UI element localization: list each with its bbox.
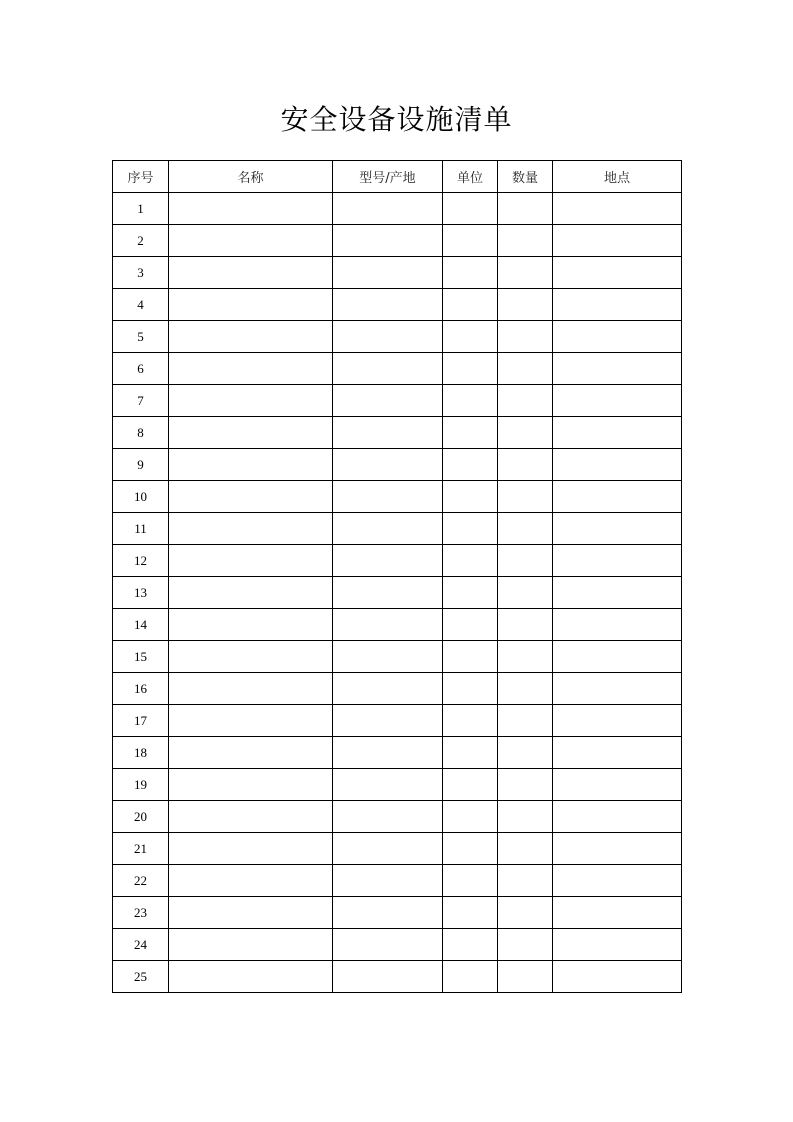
cell-name bbox=[169, 385, 333, 417]
cell-unit bbox=[443, 289, 498, 321]
cell-unit bbox=[443, 193, 498, 225]
row-index: 16 bbox=[113, 673, 169, 705]
cell-location bbox=[553, 545, 682, 577]
cell-name bbox=[169, 929, 333, 961]
row-index: 23 bbox=[113, 897, 169, 929]
cell-quantity bbox=[498, 641, 553, 673]
row-index: 3 bbox=[113, 257, 169, 289]
cell-unit bbox=[443, 801, 498, 833]
table-row bbox=[113, 481, 682, 513]
document-title: 安全设备设施清单 bbox=[280, 103, 513, 136]
cell-model-origin bbox=[333, 641, 443, 673]
cell-location bbox=[553, 609, 682, 641]
cell-name bbox=[169, 545, 333, 577]
row-index: 4 bbox=[113, 289, 169, 321]
row-index: 24 bbox=[113, 929, 169, 961]
cell-model-origin bbox=[333, 609, 443, 641]
cell-model-origin bbox=[333, 961, 443, 993]
cell-location bbox=[553, 193, 682, 225]
cell-name bbox=[169, 353, 333, 385]
cell-location bbox=[553, 385, 682, 417]
cell-model-origin bbox=[333, 865, 443, 897]
row-index: 17 bbox=[113, 705, 169, 737]
cell-unit bbox=[443, 321, 498, 353]
cell-location bbox=[553, 833, 682, 865]
cell-model-origin bbox=[333, 769, 443, 801]
cell-quantity bbox=[498, 545, 553, 577]
cell-quantity bbox=[498, 449, 553, 481]
cell-location bbox=[553, 321, 682, 353]
cell-name bbox=[169, 225, 333, 257]
row-index: 22 bbox=[113, 865, 169, 897]
header-index: 序号 bbox=[113, 161, 169, 193]
cell-model-origin bbox=[333, 225, 443, 257]
cell-name bbox=[169, 417, 333, 449]
cell-quantity bbox=[498, 865, 553, 897]
cell-model-origin bbox=[333, 417, 443, 449]
cell-name bbox=[169, 769, 333, 801]
header-model-origin: 型号/产地 bbox=[333, 161, 443, 193]
cell-model-origin bbox=[333, 513, 443, 545]
cell-model-origin bbox=[333, 801, 443, 833]
cell-location bbox=[553, 865, 682, 897]
cell-unit bbox=[443, 257, 498, 289]
cell-name bbox=[169, 481, 333, 513]
cell-name bbox=[169, 289, 333, 321]
header-unit: 单位 bbox=[443, 161, 498, 193]
cell-quantity bbox=[498, 417, 553, 449]
cell-quantity bbox=[498, 833, 553, 865]
cell-name bbox=[169, 833, 333, 865]
cell-model-origin bbox=[333, 705, 443, 737]
cell-quantity bbox=[498, 769, 553, 801]
table-header-row bbox=[113, 161, 682, 193]
cell-location bbox=[553, 289, 682, 321]
cell-model-origin bbox=[333, 481, 443, 513]
cell-model-origin bbox=[333, 737, 443, 769]
row-index: 15 bbox=[113, 641, 169, 673]
cell-quantity bbox=[498, 801, 553, 833]
cell-unit bbox=[443, 385, 498, 417]
table-row bbox=[113, 353, 682, 385]
cell-unit bbox=[443, 673, 498, 705]
table-row bbox=[113, 705, 682, 737]
cell-model-origin bbox=[333, 449, 443, 481]
cell-unit bbox=[443, 641, 498, 673]
table-row bbox=[113, 385, 682, 417]
table-row bbox=[113, 769, 682, 801]
cell-name bbox=[169, 897, 333, 929]
cell-unit bbox=[443, 417, 498, 449]
cell-unit bbox=[443, 225, 498, 257]
cell-quantity bbox=[498, 193, 553, 225]
table-row bbox=[113, 513, 682, 545]
table-row bbox=[113, 897, 682, 929]
cell-quantity bbox=[498, 513, 553, 545]
table-row bbox=[113, 801, 682, 833]
row-index: 20 bbox=[113, 801, 169, 833]
row-index: 1 bbox=[113, 193, 169, 225]
row-index: 13 bbox=[113, 577, 169, 609]
cell-model-origin bbox=[333, 673, 443, 705]
row-index: 25 bbox=[113, 961, 169, 993]
row-index: 2 bbox=[113, 225, 169, 257]
cell-quantity bbox=[498, 289, 553, 321]
cell-model-origin bbox=[333, 577, 443, 609]
cell-location bbox=[553, 705, 682, 737]
row-index: 8 bbox=[113, 417, 169, 449]
table-row bbox=[113, 257, 682, 289]
cell-unit bbox=[443, 705, 498, 737]
row-index: 21 bbox=[113, 833, 169, 865]
cell-model-origin bbox=[333, 833, 443, 865]
row-index: 12 bbox=[113, 545, 169, 577]
cell-model-origin bbox=[333, 897, 443, 929]
cell-quantity bbox=[498, 385, 553, 417]
cell-location bbox=[553, 929, 682, 961]
cell-quantity bbox=[498, 673, 553, 705]
cell-unit bbox=[443, 545, 498, 577]
cell-quantity bbox=[498, 225, 553, 257]
cell-model-origin bbox=[333, 193, 443, 225]
cell-name bbox=[169, 257, 333, 289]
cell-quantity bbox=[498, 321, 553, 353]
cell-model-origin bbox=[333, 929, 443, 961]
table-row bbox=[113, 193, 682, 225]
table-row bbox=[113, 865, 682, 897]
cell-location bbox=[553, 353, 682, 385]
cell-name bbox=[169, 641, 333, 673]
cell-model-origin bbox=[333, 353, 443, 385]
table-row bbox=[113, 673, 682, 705]
row-index: 11 bbox=[113, 513, 169, 545]
cell-name bbox=[169, 705, 333, 737]
cell-unit bbox=[443, 449, 498, 481]
cell-location bbox=[553, 897, 682, 929]
row-index: 10 bbox=[113, 481, 169, 513]
cell-name bbox=[169, 609, 333, 641]
cell-quantity bbox=[498, 609, 553, 641]
equipment-table bbox=[112, 160, 682, 993]
cell-name bbox=[169, 961, 333, 993]
header-quantity: 数量 bbox=[498, 161, 553, 193]
cell-quantity bbox=[498, 577, 553, 609]
cell-location bbox=[553, 801, 682, 833]
cell-unit bbox=[443, 353, 498, 385]
table-row bbox=[113, 417, 682, 449]
row-index: 19 bbox=[113, 769, 169, 801]
cell-name bbox=[169, 321, 333, 353]
cell-unit bbox=[443, 609, 498, 641]
cell-unit bbox=[443, 513, 498, 545]
table-row bbox=[113, 737, 682, 769]
cell-name bbox=[169, 513, 333, 545]
cell-quantity bbox=[498, 897, 553, 929]
cell-unit bbox=[443, 737, 498, 769]
cell-quantity bbox=[498, 353, 553, 385]
cell-location bbox=[553, 417, 682, 449]
cell-quantity bbox=[498, 257, 553, 289]
table-row bbox=[113, 289, 682, 321]
table-row bbox=[113, 929, 682, 961]
cell-name bbox=[169, 577, 333, 609]
table-row bbox=[113, 641, 682, 673]
header-name: 名称 bbox=[169, 161, 333, 193]
cell-name bbox=[169, 449, 333, 481]
cell-unit bbox=[443, 833, 498, 865]
row-index: 6 bbox=[113, 353, 169, 385]
cell-model-origin bbox=[333, 321, 443, 353]
row-index: 14 bbox=[113, 609, 169, 641]
cell-unit bbox=[443, 577, 498, 609]
table-row bbox=[113, 833, 682, 865]
cell-unit bbox=[443, 865, 498, 897]
cell-location bbox=[553, 737, 682, 769]
table-row bbox=[113, 577, 682, 609]
header-location: 地点 bbox=[553, 161, 682, 193]
cell-unit bbox=[443, 481, 498, 513]
table-row bbox=[113, 961, 682, 993]
cell-model-origin bbox=[333, 545, 443, 577]
row-index: 18 bbox=[113, 737, 169, 769]
cell-location bbox=[553, 577, 682, 609]
row-index: 5 bbox=[113, 321, 169, 353]
cell-location bbox=[553, 513, 682, 545]
cell-name bbox=[169, 737, 333, 769]
cell-quantity bbox=[498, 961, 553, 993]
cell-location bbox=[553, 481, 682, 513]
cell-quantity bbox=[498, 481, 553, 513]
cell-unit bbox=[443, 929, 498, 961]
cell-location bbox=[553, 225, 682, 257]
cell-location bbox=[553, 257, 682, 289]
table-row bbox=[113, 609, 682, 641]
cell-quantity bbox=[498, 929, 553, 961]
cell-location bbox=[553, 961, 682, 993]
table-row bbox=[113, 449, 682, 481]
cell-unit bbox=[443, 961, 498, 993]
row-index: 9 bbox=[113, 449, 169, 481]
cell-quantity bbox=[498, 737, 553, 769]
cell-model-origin bbox=[333, 385, 443, 417]
cell-unit bbox=[443, 769, 498, 801]
cell-name bbox=[169, 193, 333, 225]
cell-quantity bbox=[498, 705, 553, 737]
cell-name bbox=[169, 801, 333, 833]
cell-model-origin bbox=[333, 257, 443, 289]
cell-name bbox=[169, 865, 333, 897]
cell-location bbox=[553, 673, 682, 705]
cell-name bbox=[169, 673, 333, 705]
cell-location bbox=[553, 769, 682, 801]
row-index: 7 bbox=[113, 385, 169, 417]
cell-unit bbox=[443, 897, 498, 929]
cell-model-origin bbox=[333, 289, 443, 321]
cell-location bbox=[553, 641, 682, 673]
table-row bbox=[113, 545, 682, 577]
table-row bbox=[113, 225, 682, 257]
cell-location bbox=[553, 449, 682, 481]
table-row bbox=[113, 321, 682, 353]
